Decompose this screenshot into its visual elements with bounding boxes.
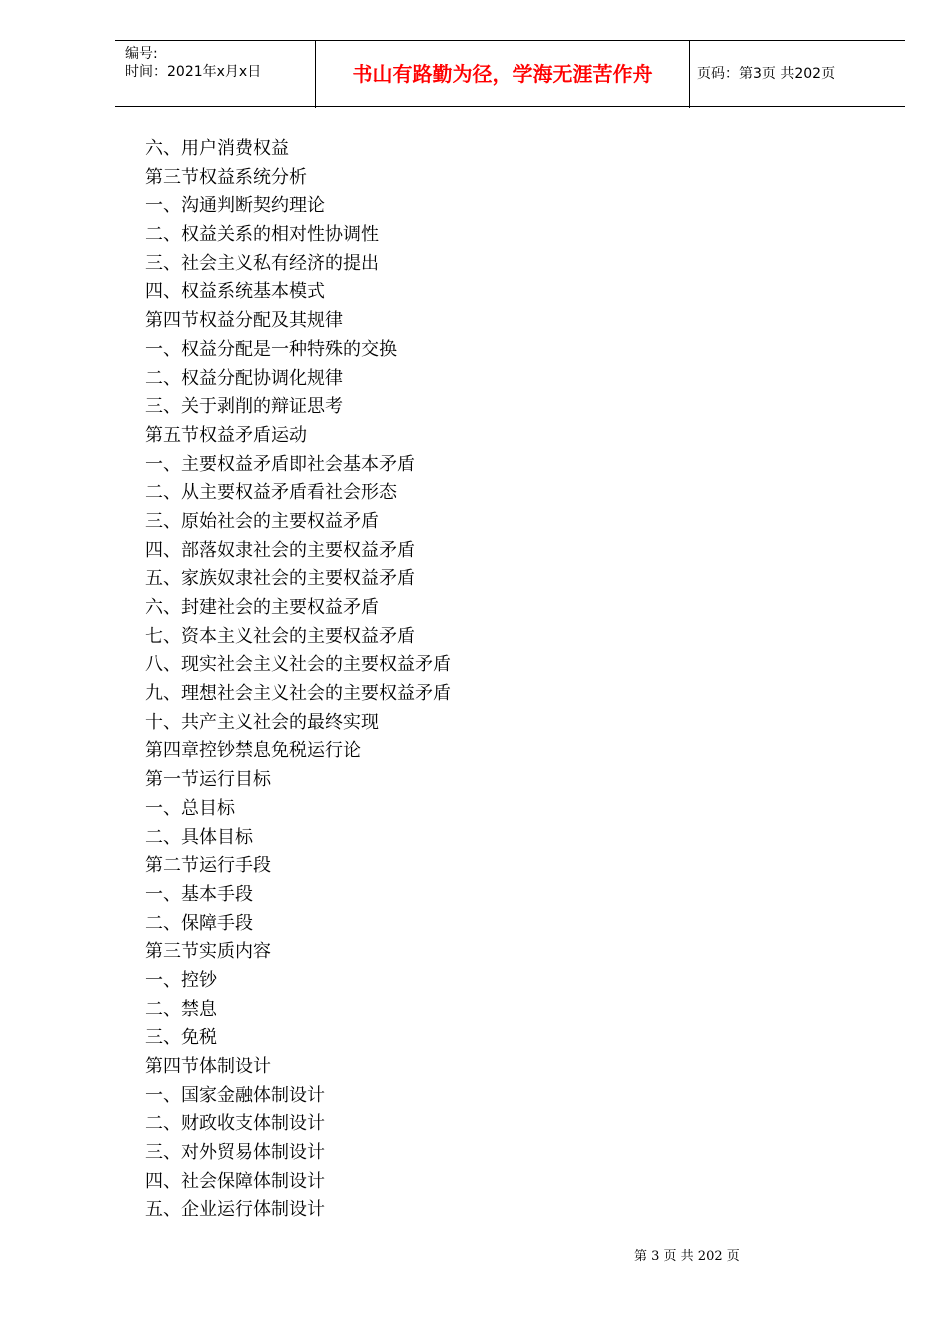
document-number-label: 编号: bbox=[125, 46, 158, 62]
toc-item: 第三节权益系统分析 bbox=[145, 166, 307, 188]
toc-item: 第一节运行目标 bbox=[145, 769, 271, 791]
toc-item: 一、控钞 bbox=[145, 969, 217, 991]
toc-item: 二、保障手段 bbox=[145, 912, 253, 934]
toc-item: 一、主要权益矛盾即社会基本矛盾 bbox=[145, 453, 415, 475]
toc-item: 第二节运行手段 bbox=[145, 855, 271, 877]
toc-item: 十、共产主义社会的最终实现 bbox=[145, 711, 379, 733]
toc-item: 一、沟通判断契约理论 bbox=[145, 195, 325, 217]
toc-item: 第四章控钞禁息免税运行论 bbox=[145, 740, 361, 762]
toc-item: 五、家族奴隶社会的主要权益矛盾 bbox=[145, 568, 415, 590]
toc-item: 三、原始社会的主要权益矛盾 bbox=[145, 510, 379, 532]
toc-item: 二、权益关系的相对性协调性 bbox=[145, 224, 379, 246]
toc-item: 二、权益分配协调化规律 bbox=[145, 367, 343, 389]
toc-item: 二、禁息 bbox=[145, 998, 217, 1020]
header-meta bbox=[125, 41, 315, 108]
toc-item: 八、现实社会主义社会的主要权益矛盾 bbox=[145, 654, 451, 676]
toc-item: 二、从主要权益矛盾看社会形态 bbox=[145, 482, 397, 504]
toc-item: 二、财政收支体制设计 bbox=[145, 1113, 325, 1135]
header-motto: 书山有路勤为径，学海无涯苦作舟 bbox=[352, 62, 653, 86]
toc-item: 四、社会保障体制设计 bbox=[145, 1170, 325, 1192]
toc-item: 四、权益系统基本模式 bbox=[145, 281, 325, 303]
table-of-contents bbox=[145, 135, 451, 1225]
header-page-info: 页码：第3页 共202页 bbox=[697, 66, 836, 82]
toc-item: 一、权益分配是一种特殊的交换 bbox=[145, 338, 397, 360]
toc-item: 七、资本主义社会的主要权益矛盾 bbox=[145, 625, 415, 647]
toc-item: 三、社会主义私有经济的提出 bbox=[145, 252, 379, 274]
toc-item: 第三节实质内容 bbox=[145, 941, 271, 963]
toc-item: 五、企业运行体制设计 bbox=[145, 1199, 325, 1221]
toc-item: 第四节体制设计 bbox=[145, 1056, 271, 1077]
toc-item: 三、关于剥削的辩证思考 bbox=[145, 396, 343, 418]
toc-item: 六、封建社会的主要权益矛盾 bbox=[145, 597, 379, 618]
toc-item: 四、部落奴隶社会的主要权益矛盾 bbox=[145, 539, 415, 561]
toc-item: 一、总目标 bbox=[145, 797, 235, 819]
toc-item: 一、国家金融体制设计 bbox=[145, 1084, 325, 1106]
toc-item: 三、免税 bbox=[145, 1027, 217, 1049]
page-header bbox=[115, 40, 905, 107]
toc-item: 六、用户消费权益 bbox=[145, 138, 289, 159]
toc-item: 二、具体目标 bbox=[145, 826, 253, 848]
toc-item: 九、理想社会主义社会的主要权益矛盾 bbox=[145, 683, 451, 705]
header-divider bbox=[689, 41, 690, 108]
page-footer: 第 3 页 共 202 页 bbox=[634, 1249, 740, 1264]
toc-item: 第五节权益矛盾运动 bbox=[145, 424, 307, 446]
toc-item: 一、基本手段 bbox=[145, 883, 253, 905]
toc-item: 三、对外贸易体制设计 bbox=[145, 1142, 325, 1164]
toc-item: 第四节权益分配及其规律 bbox=[145, 310, 343, 332]
document-time-label: 时间：2021年x月x日 bbox=[125, 64, 262, 80]
